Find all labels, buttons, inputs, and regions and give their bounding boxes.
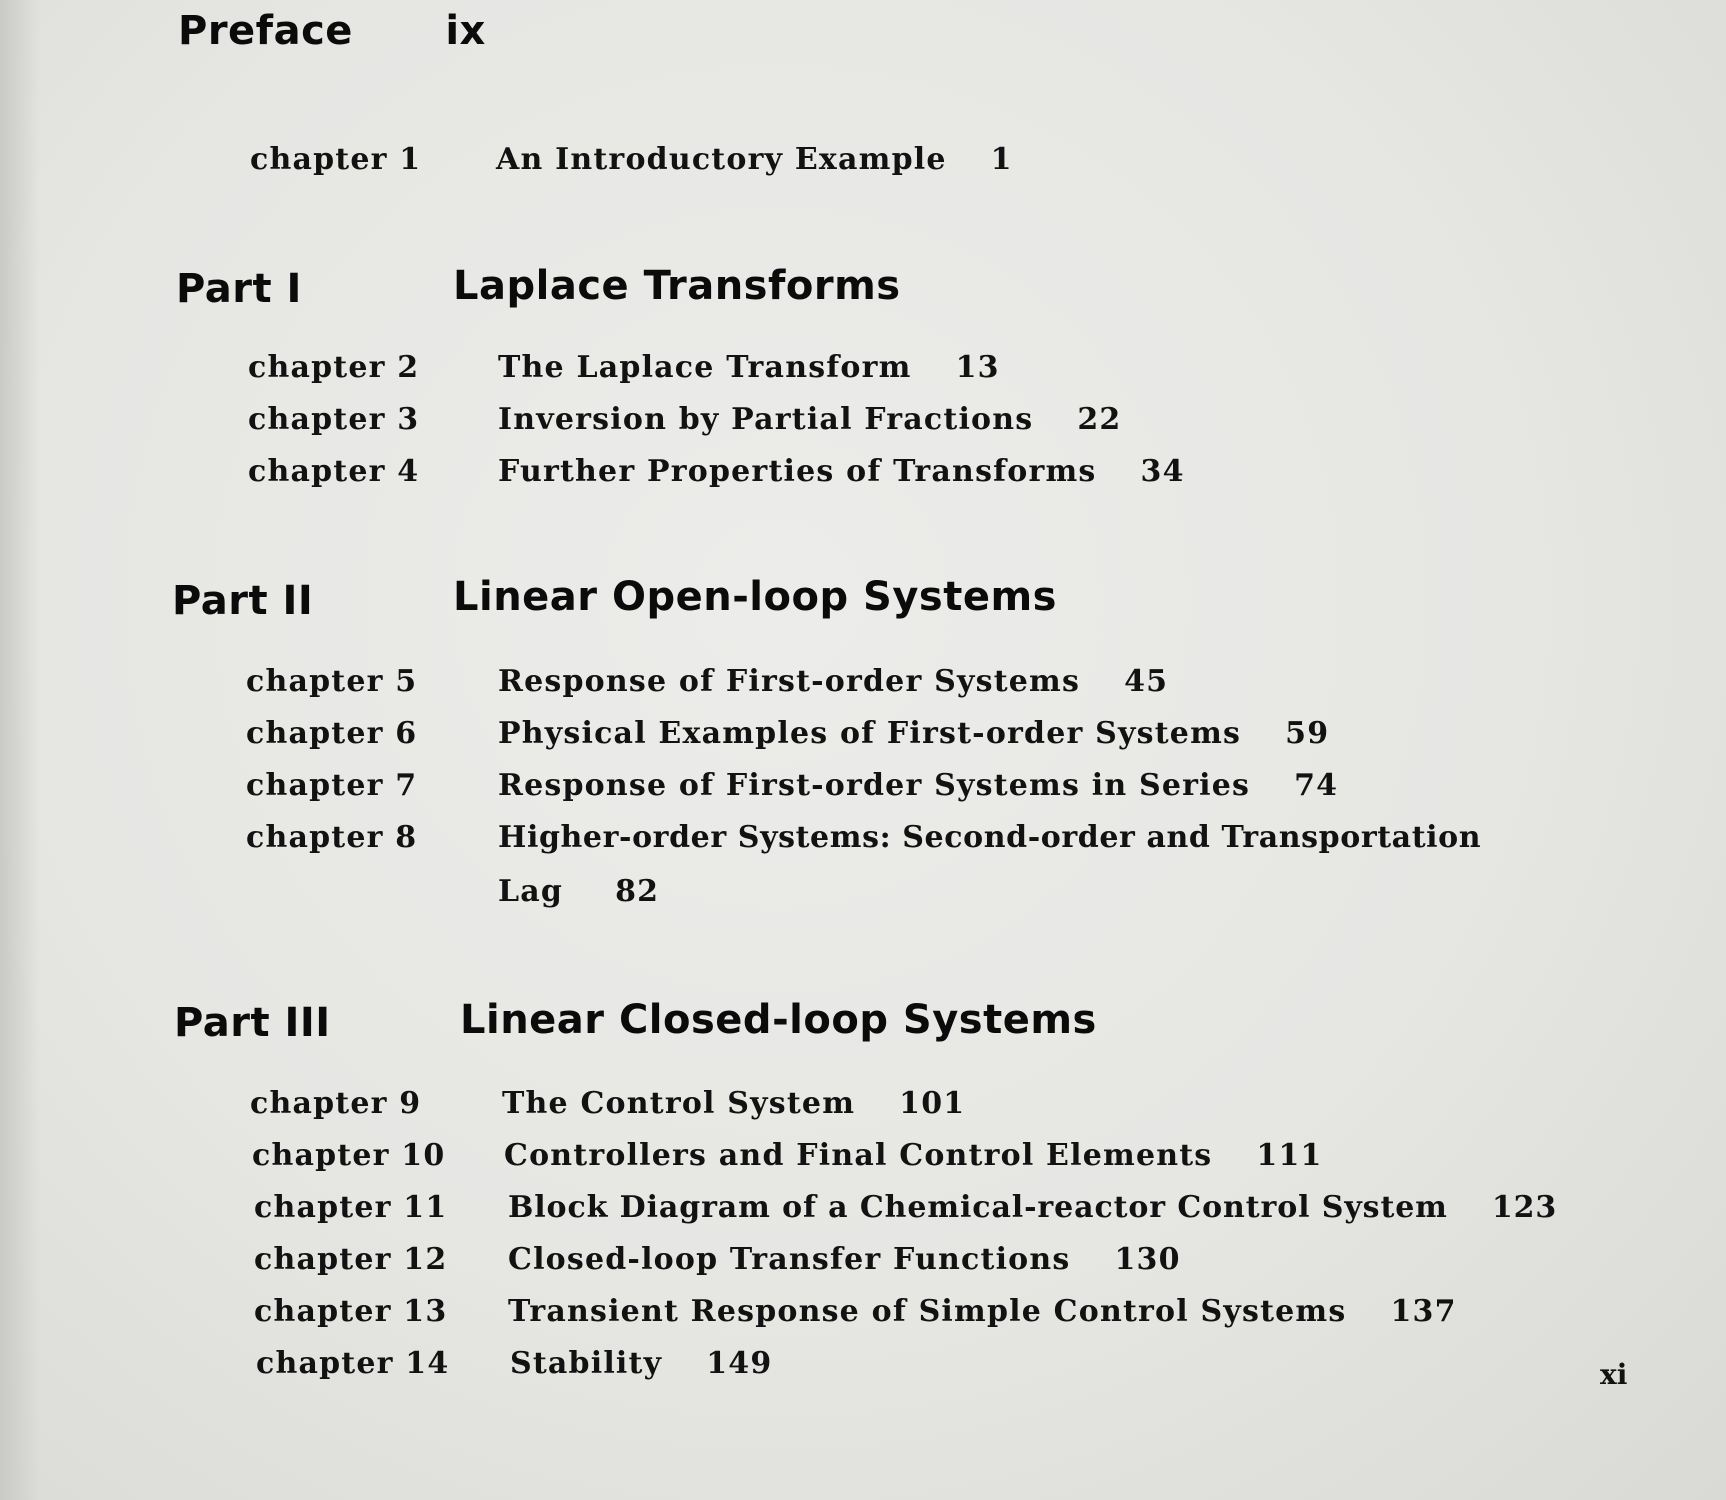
chapter-title: Further Properties of Transforms — [498, 454, 1097, 489]
toc-entry-chapter-12 — [254, 1242, 1181, 1277]
toc-entry-chapter-9 — [250, 1086, 965, 1121]
chapter-page: 1 — [990, 142, 1013, 177]
chapter-number: chapter 5 — [246, 664, 418, 699]
toc-entry-chapter-11 — [254, 1190, 1557, 1225]
chapter-title-continuation: Lag — [498, 874, 564, 909]
part-3-label: Part III — [174, 1000, 331, 1046]
preface-heading — [178, 8, 486, 54]
chapter-page: 111 — [1256, 1138, 1323, 1173]
toc-entry-chapter-10 — [252, 1138, 1323, 1173]
toc-entry-chapter-13 — [254, 1294, 1457, 1329]
chapter-title: The Laplace Transform — [498, 350, 912, 385]
chapter-number: chapter 4 — [248, 454, 420, 489]
chapter-page: 130 — [1114, 1242, 1181, 1277]
chapter-page: 59 — [1285, 716, 1330, 751]
page-gutter-shadow — [0, 0, 40, 1500]
part-3-title: Linear Closed-loop Systems — [460, 997, 1097, 1043]
part-2-title: Linear Open-loop Systems — [453, 574, 1057, 620]
toc-entry-chapter-3 — [248, 402, 1122, 437]
chapter-number: chapter 8 — [246, 820, 418, 855]
chapter-page: 123 — [1491, 1190, 1558, 1225]
preface-page: ix — [445, 8, 486, 54]
chapter-number: chapter 6 — [246, 716, 418, 751]
toc-entry-chapter-4 — [248, 454, 1185, 489]
toc-entry-chapter-14 — [256, 1346, 772, 1381]
chapter-page: 22 — [1077, 402, 1122, 437]
chapter-title: Controllers and Final Control Elements — [504, 1138, 1213, 1173]
chapter-page: 149 — [706, 1346, 773, 1381]
toc-entry-chapter-5 — [246, 664, 1168, 699]
toc-entry-chapter-7 — [246, 768, 1338, 803]
chapter-page: 45 — [1124, 664, 1169, 699]
toc-entry-chapter-2 — [248, 350, 1000, 385]
chapter-title: Inversion by Partial Fractions — [498, 402, 1034, 437]
chapter-page: 13 — [955, 350, 1000, 385]
chapter-page: 74 — [1294, 768, 1339, 803]
page-number: xi — [1600, 1358, 1628, 1391]
chapter-page: 101 — [899, 1086, 966, 1121]
toc-entry-chapter-1 — [250, 142, 1013, 177]
chapter-number: chapter 11 — [254, 1190, 448, 1225]
chapter-title: An Introductory Example — [496, 142, 947, 177]
toc-entry-chapter-8-continuation — [498, 874, 659, 909]
chapter-title: Response of First-order Systems — [498, 664, 1081, 699]
chapter-number: chapter 7 — [246, 768, 418, 803]
part-2-label: Part II — [172, 578, 314, 624]
chapter-page: 137 — [1390, 1294, 1457, 1329]
part-1-label: Part I — [176, 266, 302, 312]
chapter-title: Transient Response of Simple Control Systems — [508, 1294, 1347, 1329]
chapter-number: chapter 14 — [256, 1346, 450, 1381]
chapter-page: 34 — [1140, 454, 1185, 489]
chapter-title: Closed-loop Transfer Functions — [508, 1242, 1071, 1277]
chapter-number: chapter 3 — [248, 402, 420, 437]
chapter-number: chapter 13 — [254, 1294, 448, 1329]
toc-entry-chapter-6 — [246, 716, 1329, 751]
chapter-number: chapter 9 — [250, 1086, 422, 1121]
chapter-page: 82 — [615, 874, 660, 909]
chapter-title: Physical Examples of First-order Systems — [498, 716, 1242, 751]
chapter-title: The Control System — [502, 1086, 856, 1121]
chapter-title: Higher-order Systems: Second-order and Transportation — [498, 820, 1482, 855]
chapter-number: chapter 12 — [254, 1242, 448, 1277]
preface-label: Preface — [178, 8, 353, 54]
toc-entry-chapter-8 — [246, 820, 1481, 855]
chapter-number: chapter 1 — [250, 142, 422, 177]
chapter-title: Block Diagram of a Chemical-reactor Control System — [508, 1190, 1448, 1225]
chapter-number: chapter 10 — [252, 1138, 446, 1173]
chapter-title: Response of First-order Systems in Series — [498, 768, 1251, 803]
chapter-number: chapter 2 — [248, 350, 420, 385]
chapter-title: Stability — [510, 1346, 663, 1381]
part-1-title: Laplace Transforms — [453, 263, 901, 309]
